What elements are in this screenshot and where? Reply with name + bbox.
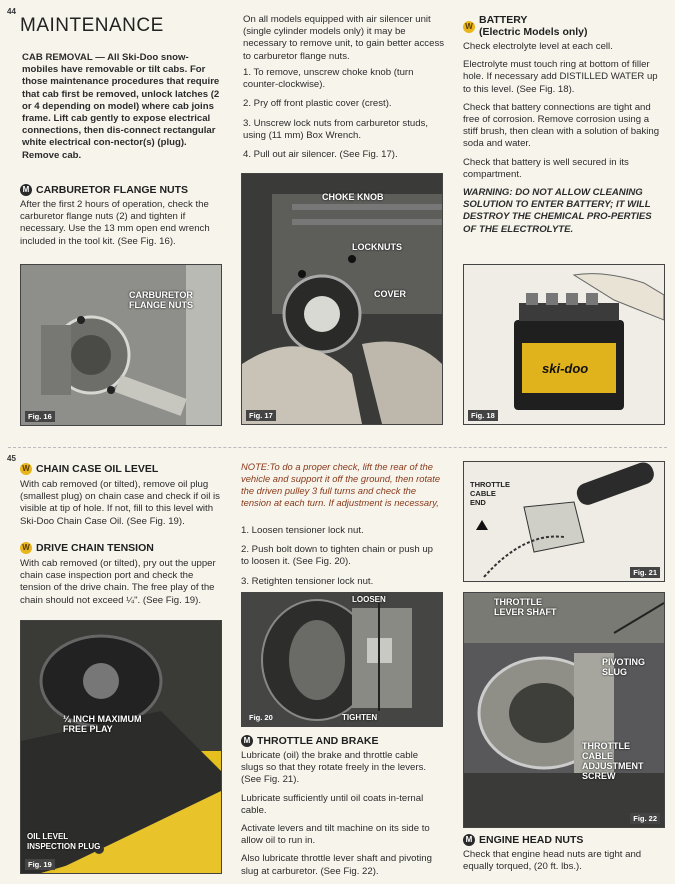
- fig17-label-choke: CHOKE KNOB: [322, 192, 384, 202]
- fig16-caption: Fig. 16: [25, 411, 55, 422]
- throttle-paragraph: Also lubricate throttle lever shaft and pivoting slug at carburetor. (See Fig. 22).: [241, 853, 432, 877]
- page-title: MAINTENANCE: [20, 15, 164, 36]
- carburetor-text: After the first 2 hours of operation, check the carburetor flange nuts (2) and tighten if necessary. Use the 13 mm open end wrench included in the tool kit. (See Fig. 16).: [20, 199, 210, 247]
- battery-warning: WARNING: DO NOT ALLOW CLEANING SOLUTION TO ENTER BATTERY; IT WILL DESTROY THE CHEMICAL PRO-PERTIES OF THE ELECTROLYTE.: [463, 187, 652, 235]
- chain-case-text: With cab removed (or tilted), remove oil plug (smallest plug) on chain case and check if oil is visible at tip of hole. If not, fill to this level with Ski-Doo Chain Case Oil. (See Fig. 19).: [20, 479, 220, 527]
- fig19-label-plug: OIL LEVEL INSPECTION PLUG: [27, 832, 101, 851]
- battery-paragraph: Check electrolyte level at each cell.: [463, 41, 613, 52]
- battery-brand-logo: ski-doo: [542, 361, 589, 376]
- air-silencer-step: 1. To remove, unscrew choke knob (turn counter-clockwise).: [243, 67, 414, 91]
- air-silencer-step: 3. Unscrew lock nuts from carburetor studs, using (11 mm) Box Wrench.: [243, 117, 429, 141]
- chain-case-heading: [20, 463, 225, 475]
- air-silencer-illustration: [242, 174, 442, 424]
- throttle-paragraph: Lubricate (oil) the brake and throttle cable slugs so that they rotate freely in the levers. (See Fig. 21).: [241, 750, 427, 786]
- throttle-body: [241, 750, 443, 884]
- fig22-label-pivoting-slug: PIVOTING SLUG: [602, 657, 646, 677]
- tension-steps: [241, 525, 443, 595]
- throttle-heading-label: THROTTLE AND BRAKE: [257, 735, 379, 747]
- fig19-photo: [20, 620, 222, 874]
- fig19-caption: Fig. 19: [25, 859, 55, 870]
- fig18-photo: [463, 264, 665, 425]
- battery-heading-label: BATTERY: [479, 14, 528, 26]
- fig16-label: CARBURETOR FLANGE NUTS: [129, 290, 193, 310]
- air-silencer-step: 2. Pry off front plastic cover (crest).: [243, 98, 392, 110]
- air-silencer-steps: [243, 67, 445, 168]
- tension-step: 2. Push bolt down to tighten chain or push up to loosen it. (See Fig. 20).: [241, 544, 434, 568]
- battery-heading: [463, 14, 663, 38]
- fig21-photo: [463, 461, 665, 582]
- carburetor-heading: [20, 184, 225, 196]
- carburetor-illustration: [21, 265, 221, 425]
- page-divider: [8, 447, 667, 448]
- fig17-label-locknuts: LOCKNUTS: [352, 242, 402, 252]
- battery-subheading: (Electric Models only): [479, 26, 588, 38]
- engine-head-text: Check that engine head nuts are tight and equally torqued, (20 ft. lbs.).: [463, 849, 642, 873]
- fig20-label-tighten: TIGHTEN: [342, 713, 378, 722]
- carburetor-heading-label: CARBURETOR FLANGE NUTS: [36, 184, 189, 196]
- fig17-label-cover: COVER: [374, 289, 407, 299]
- fig21-caption: Fig. 21: [630, 567, 660, 578]
- warranty-badge-icon: W: [463, 21, 475, 33]
- fig17-photo: [241, 173, 443, 425]
- fig22-photo: [463, 592, 665, 828]
- engine-head-heading: [463, 834, 663, 846]
- air-silencer-intro: On all models equipped with air silencer unit (single cylinder models only) it may be necessary to remove unit, to gain better access to carburetor flange nuts.: [243, 14, 445, 62]
- fig16-photo: [20, 264, 222, 426]
- fig21-label: THROTTLE CABLE END: [470, 480, 510, 507]
- fig20-label-loosen: LOOSEN: [352, 595, 386, 604]
- cab-removal-text: CAB REMOVAL — All Ski-Doo snow-mobiles have removable or tilt cabs. For those maintenance procedures that require that cab first be removed, unlock latches (2 or 4 depending on model) where cab joins frame. Lift cab gently to expose electrical connections, then dis-connect rectangular white electrical con-nector(s) (plug). Remove cab.: [22, 52, 220, 161]
- carburetor-throttle-illustration: [464, 593, 664, 827]
- maintenance-badge-icon: M: [463, 834, 475, 846]
- fig19-label-free-play: ¼ INCH MAXIMUM FREE PLAY: [63, 714, 142, 734]
- chain-case-heading-label: CHAIN CASE OIL LEVEL: [36, 463, 159, 475]
- drive-chain-text: With cab removed (or tilted), pry out the upper chain case inspection port and check the tension of the drive chain. The free play of the chain should not exceed ¼". (See Fig. 19).: [20, 558, 216, 606]
- warranty-badge-icon: W: [20, 542, 32, 554]
- page-number-45: 45: [7, 454, 16, 463]
- tension-step: 1. Loosen tensioner lock nut.: [241, 525, 364, 536]
- tension-note: NOTE:To do a proper check, lift the rear of the vehicle and support it off the ground, then rotate the driven pulley 3 full turns and check the tension at each turn. If adjustment is necessary,: [241, 461, 441, 508]
- battery-paragraph: Check that battery is well secured in its compartment.: [463, 156, 629, 180]
- page-number-44: 44: [7, 7, 16, 16]
- fig22-caption: Fig. 22: [630, 813, 660, 824]
- maintenance-badge-icon: M: [241, 735, 253, 747]
- warranty-badge-icon: W: [20, 463, 32, 475]
- battery-body: [463, 41, 663, 236]
- fig22-label-lever-shaft: THROTTLE LEVER SHAFT: [494, 597, 557, 617]
- fig17-caption: Fig. 17: [246, 410, 276, 421]
- throttle-heading: [241, 735, 446, 747]
- throttle-paragraph: Lubricate sufficiently until oil coats in-ternal cable.: [241, 792, 424, 816]
- fig22-label-adjustment-screw: THROTTLE CABLE ADJUSTMENT SCREW: [582, 741, 644, 781]
- throttle-paragraph: Activate levers and tilt machine on its side to allow oil to run in.: [241, 823, 430, 847]
- engine-head-heading-label: ENGINE HEAD NUTS: [479, 834, 584, 846]
- tensioner-illustration: [242, 593, 442, 726]
- battery-paragraph: Electrolyte must touch ring at bottom of filler hole. If necessary add DISTILLED WATER up to this level. (See Fig. 18).: [463, 59, 658, 95]
- battery-illustration: [464, 265, 664, 424]
- fig20-photo: [241, 592, 443, 727]
- fig20-caption: Fig. 20: [246, 712, 276, 723]
- tension-step: 3. Retighten tensioner lock nut.: [241, 575, 374, 587]
- air-silencer-step: 4. Pull out air silencer. (See Fig. 17).: [243, 149, 398, 161]
- battery-paragraph: Check that battery connections are tight and free of corrosion. Remove corrosion using a stiff brush, then clean with a solution of baking soda and water.: [463, 101, 660, 150]
- fig18-caption: Fig. 18: [468, 410, 498, 421]
- maintenance-badge-icon: M: [20, 184, 32, 196]
- drive-chain-heading: [20, 542, 225, 554]
- drive-chain-heading-label: DRIVE CHAIN TENSION: [36, 542, 154, 554]
